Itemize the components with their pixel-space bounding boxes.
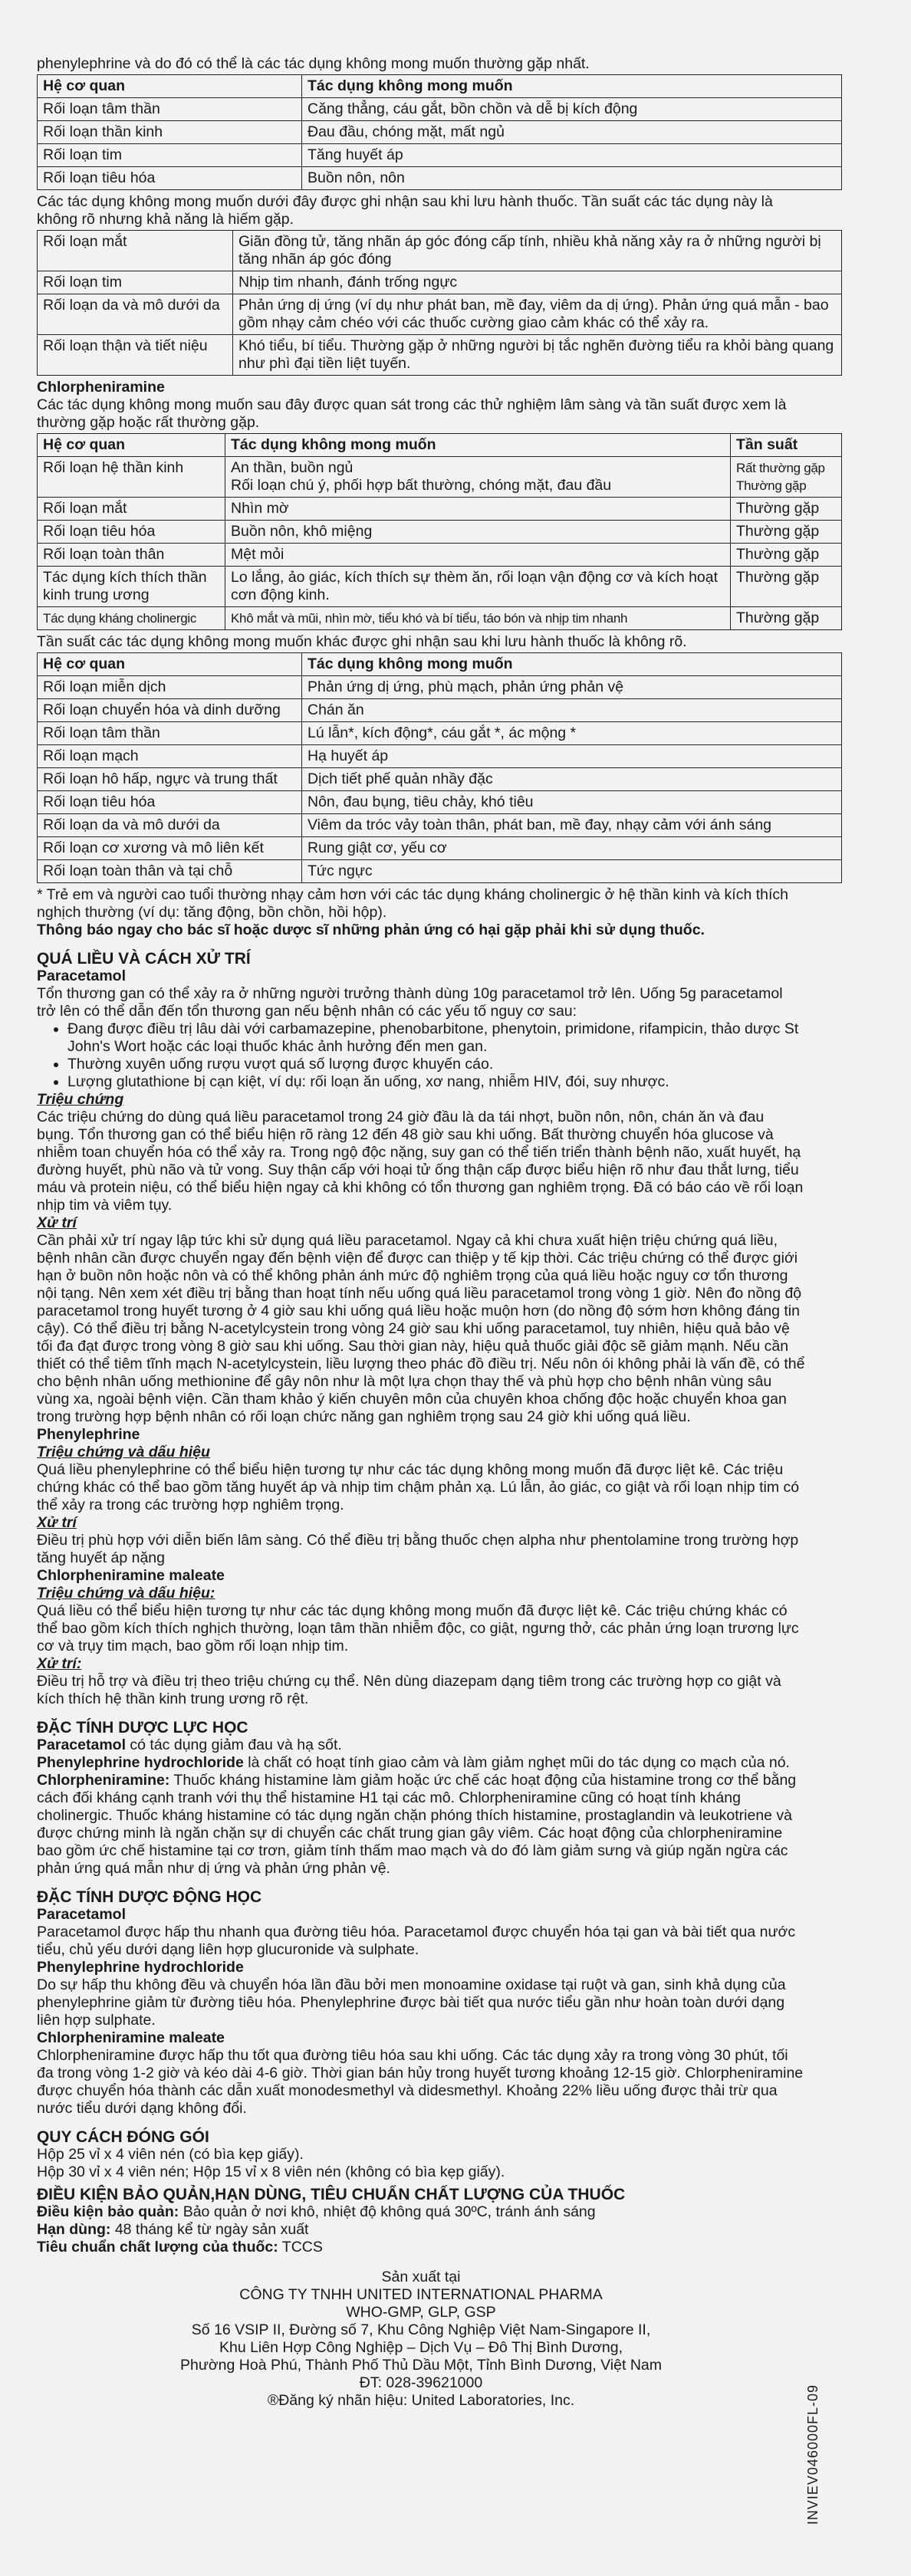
table4-cell: Lú lẫn*, kích động*, cáu gắt *, ác mộng * <box>302 722 842 745</box>
pk-phenylephrine-text: Do sự hấp thu không đều và chuyển hóa lần đầu bởi men monoamine oxidase tại ruột và gan, sinh khả dụng của phenylephrine giảm từ đường tiêu hóa. Phenylephrine được bài tiết qua nước tiểu gần như hoàn toàn dưới dạng liên hợp sulphate. <box>37 1976 786 2029</box>
shelf-life <box>37 2221 805 2239</box>
table3-frequency: Thường gặp <box>731 567 842 607</box>
chlorpheniramine-symptoms-heading: Triệu chứng và dấu hiệu: <box>37 1585 215 1602</box>
table1-cell: Đau đầu, chóng mặt, mất ngủ <box>302 121 842 144</box>
chlorpheniramine-treatment-text: Điều trị hỗ trợ và điều trị theo triệu chứng cụ thể. Nên dùng diazepam dạng tiêm trong các trường hợp co giật và kích thích hệ thần kinh trung ương rõ rệt. <box>37 1673 781 1707</box>
table3-cell: Rối loạn mắt <box>38 498 225 521</box>
table3-cell: An thần, buồn ngủ Rối loạn chú ý, phối hợp bất thường, chóng mặt, đau đầu <box>225 457 731 498</box>
symptoms-heading: Triệu chứng <box>37 1091 124 1108</box>
phenylephrine-symptoms-text: Quá liều phenylephrine có thể biểu hiện tương tự như các tác dụng không mong muốn đã được liệt kê. Các triệu chứng khác có thể bao gồm tăng huyết áp và nhịp tim chậm phản xạ. Lú lẫn, ảo giác, co giật và rối loạn nhịp tim có thể xảy ra trong các trường hợp nghiêm trọng. <box>37 1461 800 1513</box>
table4-cell: Rung giật cơ, yếu cơ <box>302 837 842 860</box>
table4-cell: Rối loạn tâm thần <box>38 722 302 745</box>
quality-standard-text: TCCS <box>278 2239 323 2256</box>
overdose-paracetamol-text: Tổn thương gan có thể xảy ra ở những người trưởng thành dùng 10g paracetamol trở lên. Uống 5g paracetamol trở lên có thể dẫn đến tổn thương gan nếu bệnh nhân có các yếu tố nguy cơ sau: <box>37 985 783 1020</box>
table3-cell: Mệt mỏi <box>225 544 731 567</box>
other-frequency-note: Tần suất các tác dụng không mong muốn khác được ghi nhận sau khi lưu hành thuốc là không rõ. <box>37 633 687 650</box>
table4-cell: Tức ngực <box>302 860 842 883</box>
phenylephrine-symptoms-heading: Triệu chứng và dấu hiệu <box>37 1444 210 1460</box>
packaging-line: Hộp 25 vỉ x 4 viên nén (có bìa kẹp giấy). <box>37 2146 304 2163</box>
trademark-note: ®Đăng ký nhãn hiệu: United Laboratories, Inc. <box>267 2392 575 2409</box>
shelf-life-label: Hạn dùng: <box>37 2221 111 2238</box>
manufacturer-block <box>37 2269 805 2410</box>
pk-phenylephrine-heading: Phenylephrine hydrochloride <box>37 1959 244 1976</box>
shelf-life-text: 48 tháng kể từ ngày sản xuất <box>110 2221 309 2238</box>
table3-cell: Tác dụng kháng cholinergic <box>38 607 225 630</box>
phenylephrine-adverse-table <box>37 74 842 190</box>
table3-cell: Lo lắng, ảo giác, kích thích sự thèm ăn, rối loạn vận động cơ và kích hoạt cơn động kinh. <box>225 567 731 607</box>
table3-cell: Khô mắt và mũi, nhìn mờ, tiểu khó và bí tiểu, táo bón và nhịp tim nhanh <box>225 607 731 630</box>
table1-cell: Căng thẳng, cáu gắt, bồn chồn và dễ bị kích động <box>302 98 842 121</box>
list-item: • Đang được điều trị lâu dài với carbamazepine, phenobarbitone, phenytoin, primidone, rifampicin, thảo dược St John's Wort hoặc các loại thuốc khác ảnh hưởng đến men gan. <box>67 1020 805 1056</box>
overdose-title: QUÁ LIỀU VÀ CÁCH XỬ TRÍ <box>37 950 251 968</box>
packaging-line: Hộp 30 vỉ x 4 viên nén; Hộp 15 vỉ x 8 viên nén (không có bìa kẹp giấy). <box>37 2164 505 2180</box>
pd-chlorpheniramine-label: Chlorpheniramine: <box>37 1772 170 1789</box>
table2-cell: Rối loạn tim <box>38 271 233 294</box>
table3-frequency: Thường gặp <box>731 521 842 544</box>
intro-line: phenylephrine và do đó có thể là các tác dụng không mong muốn thường gặp nhất. <box>37 55 590 72</box>
pk-chlorpheniramine-text: Chlorpheniramine được hấp thu tốt qua đường tiêu hóa sau khi uống. Các tác dụng xảy ra trong vòng 30 phút, tối đa trong vòng 1-2 giờ và kéo dài 4-6 giờ. Thời gian bán hủy trong huyết tương khoảng 12-15 giờ. Chlorpheniramine được chuyển hóa thành các dẫn xuất monodesmethyl và didesmethyl. Khoảng 22% liều uống được thải trừ qua nước tiểu dưới dạng không đổi. <box>37 2047 804 2117</box>
overdose-paracetamol-heading: Paracetamol <box>37 968 126 984</box>
chlorpheniramine-postmarketing-table <box>37 652 842 883</box>
table4-cell: Chán ăn <box>302 699 842 722</box>
table1-cell: Tăng huyết áp <box>302 144 842 167</box>
table3-frequency: Thường gặp <box>731 498 842 521</box>
table2-cell: Rối loạn da và mô dưới da <box>38 294 233 335</box>
notice: Thông báo ngay cho bác sĩ hoặc dược sĩ những phản ứng có hại gặp phải khi sử dụng thuốc. <box>37 922 705 938</box>
pd-chlorpheniramine-text: Thuốc kháng histamine làm giảm hoặc ức chế các hoạt động của histamine trong cơ thể bằng cách đối kháng cạnh tranh với thụ thể histamine H1 tại các mô. Chlorpheniramine cũng có hoạt tính kháng cholinergic. Thuốc kháng histamine có tác dụng ngăn chặn phóng thích histamine, prostaglandin và leukotriene và được chứng minh là ngăn chặn sự di chuyển các chất trung gian gây viêm. Các hoạt động của chlorpheniramine bao gồm ức chế histamine tại cơ trơn, giảm tính thấm mao mạch và do đó làm giảm sưng và giúp ngăn ngừa các phản ứng quá mẫn như dị ứng và phản ứng phản vệ. <box>37 1772 797 1877</box>
table2-cell: Khó tiểu, bí tiểu. Thường gặp ở những người bị tắc nghẽn đường tiểu ra khỏi bàng quang như phì đại tiền liệt tuyến. <box>233 335 842 376</box>
overdose-chlorpheniramine-heading: Chlorpheniramine maleate <box>37 1567 225 1584</box>
document-code: INVIEV046000FL-09 <box>805 2384 821 2525</box>
table2-cell: Rối loạn thận và tiết niệu <box>38 335 233 376</box>
table4-cell: Rối loạn da và mô dưới da <box>38 814 302 837</box>
treatment-heading: Xử trí <box>37 1214 77 1231</box>
table3-cell: Buồn nôn, khô miệng <box>225 521 731 544</box>
pd-phenylephrine-text: là chất có hoạt tính giao cảm và làm giảm nghẹt mũi do tác dụng co mạch của nó. <box>243 1754 790 1771</box>
table2-cell: Giãn đồng tử, tăng nhãn áp góc đóng cấp tính, nhiều khả năng xảy ra ở những người bị tăng nhãn áp góc đóng <box>233 231 842 271</box>
table3-cell: Rối loạn hệ thần kinh <box>38 457 225 498</box>
certifications: WHO-GMP, GLP, GSP <box>346 2304 496 2321</box>
treatment-text: Cần phải xử trí ngay lập tức khi sử dụng quá liều paracetamol. Ngay cả khi chưa xuất hiện triệu chứng quá liều, bệnh nhân cần được chuyển ngay đến bệnh viện để được can thiệp y tế kịp thời. Các triệu chứng có thể được giới hạn ở buồn nôn hoặc nôn và có thể không phản ánh mức độ nghiêm trọng của quá liều hoặc nguy cơ tổn thương nội tạng. Nên xem xét điều trị bằng than hoạt tính nếu uống quá liều paracetamol trong vòng 1 giờ. Nên đo nồng độ paracetamol trong huyết tương ở 4 giờ sau khi uống quá liều hoặc muộn hơn (do nồng độ sớm hơn không đáng tin cậy). Có thể điều trị bằng N-acetylcystein trong vòng 24 giờ sau khi uống paracetamol, tuy nhiên, hiệu quả bảo vệ tối đa đạt được trong vòng 8 giờ sau khi uống. Sau thời gian này, hiệu quả thuốc giải độc sẽ giảm mạnh. Nếu cần thiết có thể tiêm tĩnh mạch N-acetylcystein, liều lượng theo phác đồ điều trị. Nếu nôn ói không phải là vấn đề, có thể cho bệnh nhân uống methionine để gây nôn như là một lựa chọn thay thế và phù hợp cho bệnh nhân vùng sâu vùng xa, ngoài bệnh viện. Cần tham khảo ý kiến chuyên môn của chuyên khoa chống độc hoặc chuyển khoa gan trong trường hợp bệnh nhân có rối loạn chức năng gan nghiêm trọng sau 24 giờ khi uống quá liều. <box>37 1232 805 1425</box>
quality-standard-label: Tiêu chuẩn chất lượng của thuốc: <box>37 2239 278 2256</box>
footnote: * Trẻ em và người cao tuổi thường nhạy cảm hơn với các tác dụng kháng cholinergic ở hệ thần kinh và kích thích nghịch thường (ví dụ: tăng động, bồn chồn, hồi hộp). <box>37 886 788 921</box>
table1-header-effect: Tác dụng không mong muốn <box>302 75 842 98</box>
table4-cell: Rối loạn chuyển hóa và dinh dưỡng <box>38 699 302 722</box>
quality-standard <box>37 2239 805 2256</box>
table3-cell: Rối loạn toàn thân <box>38 544 225 567</box>
pharmacodynamics-title: ĐẶC TÍNH DƯỢC LỰC HỌC <box>37 1719 248 1737</box>
table4-cell: Dịch tiết phế quản nhầy đặc <box>302 768 842 791</box>
made-by: Sản xuất tại <box>381 2269 461 2285</box>
table4-cell: Viêm da tróc vảy toàn thân, phát ban, mề đay, nhạy cảm với ánh sáng <box>302 814 842 837</box>
storage-title: ĐIỀU KIỆN BẢO QUẢN,HẠN DÙNG, TIÊU CHUẨN CHẤT LƯỢNG CỦA THUỐC <box>37 2186 626 2203</box>
address-line: Phường Hoà Phú, Thành Phố Thủ Dầu Một, Tỉnh Bình Dương, Việt Nam <box>179 2357 662 2374</box>
table1-cell: Buồn nôn, nôn <box>302 167 842 190</box>
table4-cell: Rối loạn cơ xương và mô liên kết <box>38 837 302 860</box>
table2-cell: Rối loạn mắt <box>38 231 233 271</box>
overdose-phenylephrine-heading: Phenylephrine <box>37 1426 140 1443</box>
chlorpheniramine-treatment-heading: Xử trí: <box>37 1655 82 1672</box>
table1-cell: Rối loạn tâm thần <box>38 98 302 121</box>
pk-paracetamol-heading: Paracetamol <box>37 1906 126 1923</box>
list-item: • Thường xuyên uống rượu vượt quá số lượng được khuyến cáo. <box>67 1056 805 1073</box>
pd-paracetamol-label: Paracetamol <box>37 1737 126 1753</box>
table3-header-system: Hệ cơ quan <box>38 434 225 457</box>
pd-phenylephrine-label: Phenylephrine hydrochloride <box>37 1754 244 1771</box>
phone: ĐT: 028-39621000 <box>359 2374 483 2391</box>
table1-cell: Rối loạn thần kinh <box>38 121 302 144</box>
table2-cell: Phản ứng dị ứng (ví dụ như phát ban, mề đay, viêm da dị ứng). Phản ứng quá mẫn - bao gồm nhạy cảm chéo với các thuốc cường giao cảm khác có thể xảy ra. <box>233 294 842 335</box>
symptoms-text: Các triệu chứng do dùng quá liều paracetamol trong 24 giờ đầu là da tái nhợt, buồn nôn, nôn, chán ăn và đau bụng. Tổn thương gan có thể biểu hiện rõ ràng 12 đến 48 giờ sau khi uống. Bất thường chuyển hóa glucose và nhiễm toan chuyển hóa có thể xảy ra. Trong ngộ độc nặng, suy gan có thể tiến triển thành bệnh não, xuất huyết, hạ đường huyết, phù não và tử vong. Suy thận cấp với hoại tử ống thận cấp được biểu hiện rõ như đau thắt lưng, tiểu máu và protein niệu, có thể biểu hiện ngay cả khi không có tổn thương gan nghiêm trọng. Đã có báo cáo về rối loạn nhịp tim và viêm tụy. <box>37 1109 804 1214</box>
table4-cell: Rối loạn toàn thân và tại chỗ <box>38 860 302 883</box>
address-line: Khu Liên Hợp Công Nghiệp – Dịch Vụ – Đô Thị Bình Dương, <box>219 2339 623 2356</box>
pd-phenylephrine <box>37 1754 805 1772</box>
postmarketing-note: Các tác dụng không mong muốn dưới đây được ghi nhận sau khi lưu hành thuốc. Tần suất các tác dụng này là không rõ nhưng khả năng là hiếm gặp. <box>37 193 773 228</box>
pd-chlorpheniramine <box>37 1772 805 1878</box>
pk-chlorpheniramine-heading: Chlorpheniramine maleate <box>37 2029 225 2046</box>
table3-cell: Nhìn mờ <box>225 498 731 521</box>
phenylephrine-postmarketing-table <box>37 230 842 376</box>
table3-header-effect: Tác dụng không mong muốn <box>225 434 731 457</box>
table3-frequency: Thường gặp <box>731 607 842 630</box>
company-name: CÔNG TY TNHH UNITED INTERNATIONAL PHARMA <box>239 2286 603 2303</box>
table4-header-effect: Tác dụng không mong muốn <box>302 653 842 676</box>
list-item: • Lượng glutathione bị cạn kiệt, ví dụ: rối loạn ăn uống, xơ nang, nhiễm HIV, đói, suy nhược. <box>67 1073 805 1091</box>
pd-paracetamol <box>37 1737 805 1754</box>
pharmacokinetics-title: ĐẶC TÍNH DƯỢC ĐỘNG HỌC <box>37 1888 262 1906</box>
chlorpheniramine-intro: Các tác dụng không mong muốn sau đây được quan sát trong các thử nghiệm lâm sàng và tần suất được xem là thường gặp hoặc rất thường gặp. <box>37 396 787 431</box>
storage-conditions <box>37 2203 805 2221</box>
table3-frequency: Thường gặp <box>731 544 842 567</box>
table1-header-system: Hệ cơ quan <box>38 75 302 98</box>
storage-conditions-text: Bảo quản ở nơi khô, nhiệt độ không quá 30ºC, tránh ánh sáng <box>179 2203 596 2220</box>
table4-cell: Phản ứng dị ứng, phù mạch, phản ứng phản vệ <box>302 676 842 699</box>
table4-cell: Rối loạn miễn dịch <box>38 676 302 699</box>
phenylephrine-treatment-heading: Xử trí <box>37 1514 77 1531</box>
table3-header-frequency: Tần suất <box>731 434 842 457</box>
table3-cell: Tác dụng kích thích thần kinh trung ương <box>38 567 225 607</box>
table2-cell: Nhịp tim nhanh, đánh trống ngực <box>233 271 842 294</box>
chlorpheniramine-adverse-table <box>37 433 842 630</box>
chlorpheniramine-symptoms-text: Quá liều có thể biểu hiện tương tự như các tác dụng không mong muốn đã được liệt kê. Các triệu chứng khác có thể bao gồm kích thích nghịch thường, loạn tâm thần nhiễm độc, co giật, ngưng thở, các phản ứng loạn trương lực cơ và trụy tim mạch, bao gồm rối loạn nhịp tim. <box>37 1602 799 1654</box>
phenylephrine-treatment-text: Điều trị phù hợp với diễn biến lâm sàng. Có thể điều trị bằng thuốc chẹn alpha như phentolamine trong trường hợp tăng huyết áp nặng <box>37 1532 799 1566</box>
table4-header-system: Hệ cơ quan <box>38 653 302 676</box>
pd-paracetamol-text: có tác dụng giảm đau và hạ sốt. <box>125 1737 342 1753</box>
chlorpheniramine-heading: Chlorpheniramine <box>37 379 165 396</box>
table4-cell: Rối loạn mạch <box>38 745 302 768</box>
risk-factor-list <box>37 1020 805 1091</box>
table4-cell: Rối loạn tiêu hóa <box>38 791 302 814</box>
storage-conditions-label: Điều kiện bảo quản: <box>37 2203 179 2220</box>
address-line: Số 16 VSIP II, Đường số 7, Khu Công Nghiệp Việt Nam-Singapore II, <box>191 2321 651 2338</box>
table4-cell: Nôn, đau bụng, tiêu chảy, khó tiêu <box>302 791 842 814</box>
packaging-title: QUY CÁCH ĐÓNG GÓI <box>37 2128 209 2146</box>
pk-paracetamol-text: Paracetamol được hấp thu nhanh qua đường tiêu hóa. Paracetamol được chuyển hóa tại gan và bài tiết qua nước tiểu, chủ yếu dưới dạng liên hợp glucuronide và sulphate. <box>37 1924 796 1958</box>
table3-cell: Rối loạn tiêu hóa <box>38 521 225 544</box>
table1-cell: Rối loạn tiêu hóa <box>38 167 302 190</box>
table1-cell: Rối loạn tim <box>38 144 302 167</box>
table3-frequency: Rất thường gặp Thường gặp <box>731 457 842 498</box>
table4-cell: Rối loạn hô hấp, ngực và trung thất <box>38 768 302 791</box>
table4-cell: Hạ huyết áp <box>302 745 842 768</box>
